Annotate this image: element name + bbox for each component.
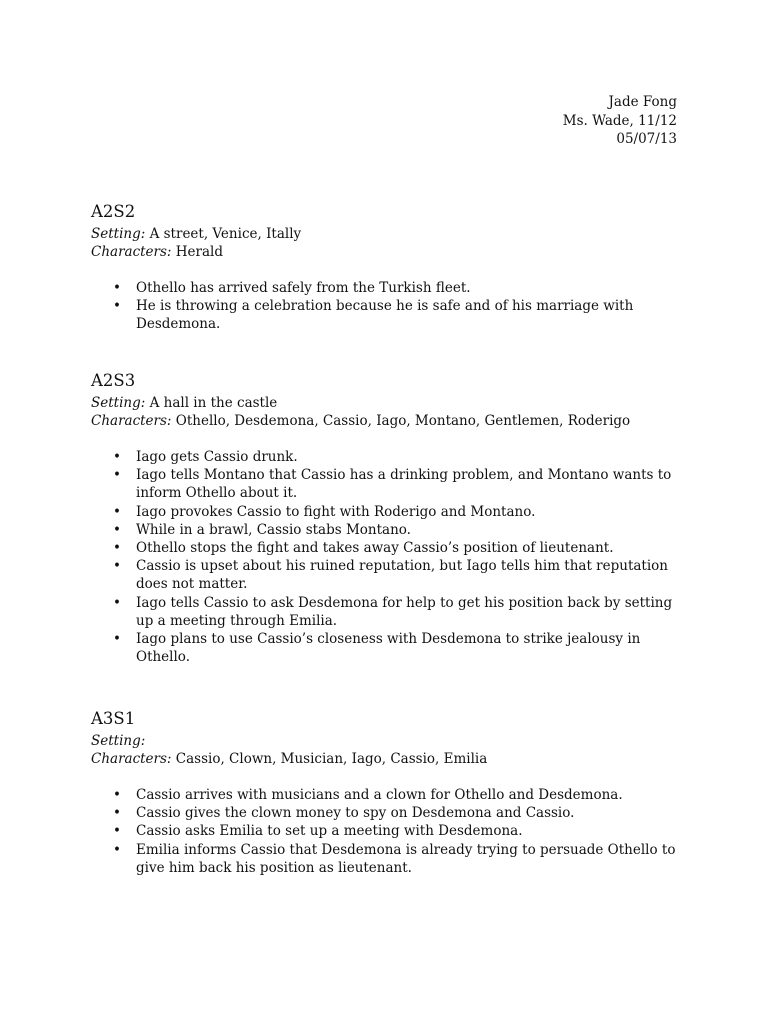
list-item: • Cassio asks Emilia to set up a meeting with Desdemona. (91, 822, 691, 840)
list-item: • He is throwing a celebration because he is safe and of his marriage with Desdemona. (91, 297, 691, 333)
section-title: A2S3 (91, 371, 136, 390)
list-item: • Emilia informs Cassio that Desdemona is already trying to persuade Othello to give him back his position as lieutenant. (91, 841, 691, 877)
document-date: 05/07/13 (616, 131, 677, 147)
list-item: • Othello stops the fight and takes away Cassio’s position of lieutenant. (91, 539, 691, 557)
setting-line (91, 394, 691, 412)
list-item: • Cassio arrives with musicians and a clown for Othello and Desdemona. (91, 786, 691, 804)
section-a2s3 (91, 371, 691, 666)
setting-label: Setting: (91, 395, 146, 411)
characters-value: Othello, Desdemona, Cassio, Iago, Montano, Gentlemen, Roderigo (175, 413, 631, 429)
characters-label: Characters: (91, 751, 172, 767)
setting-line (91, 732, 691, 750)
bullet-list (91, 279, 691, 334)
characters-label: Characters: (91, 244, 172, 260)
list-item: • Othello has arrived safely from the Turkish fleet. (91, 279, 691, 297)
setting-label: Setting: (91, 226, 146, 242)
characters-value: Herald (175, 244, 224, 260)
list-item: • Iago gets Cassio drunk. (91, 448, 691, 466)
section-a3s1 (91, 709, 691, 877)
characters-value: Cassio, Clown, Musician, Iago, Cassio, Emilia (175, 751, 488, 767)
characters-line (91, 243, 691, 261)
list-item: • Cassio gives the clown money to spy on Desdemona and Cassio. (91, 804, 691, 822)
characters-line (91, 412, 691, 430)
list-item: • Iago tells Montano that Cassio has a drinking problem, and Montano wants to inform Othello about it. (91, 466, 691, 502)
bullet-list (91, 786, 691, 877)
list-item: • Iago plans to use Cassio’s closeness with Desdemona to strike jealousy in Othello. (91, 630, 691, 666)
section-a2s2 (91, 202, 691, 334)
class-info: Ms. Wade, 11/12 (562, 112, 677, 129)
characters-line (91, 750, 691, 768)
document-header (563, 93, 677, 149)
bullet-list (91, 448, 691, 666)
characters-label: Characters: (91, 413, 172, 429)
setting-value: A street, Venice, Itally (149, 226, 302, 242)
list-item: • Cassio is upset about his ruined reputation, but Iago tells him that reputation does not matter. (91, 557, 691, 593)
list-item: • While in a brawl, Cassio stabs Montano. (91, 521, 691, 539)
section-title: A3S1 (91, 709, 136, 728)
section-title: A2S2 (91, 202, 136, 221)
setting-line (91, 225, 691, 243)
list-item: • Iago provokes Cassio to fight with Roderigo and Montano. (91, 503, 691, 521)
list-item: • Iago tells Cassio to ask Desdemona for help to get his position back by setting up a meeting through Emilia. (91, 594, 691, 630)
author-name: Jade Fong (608, 94, 677, 110)
setting-label: Setting: (91, 733, 146, 749)
setting-value: A hall in the castle (149, 395, 278, 411)
